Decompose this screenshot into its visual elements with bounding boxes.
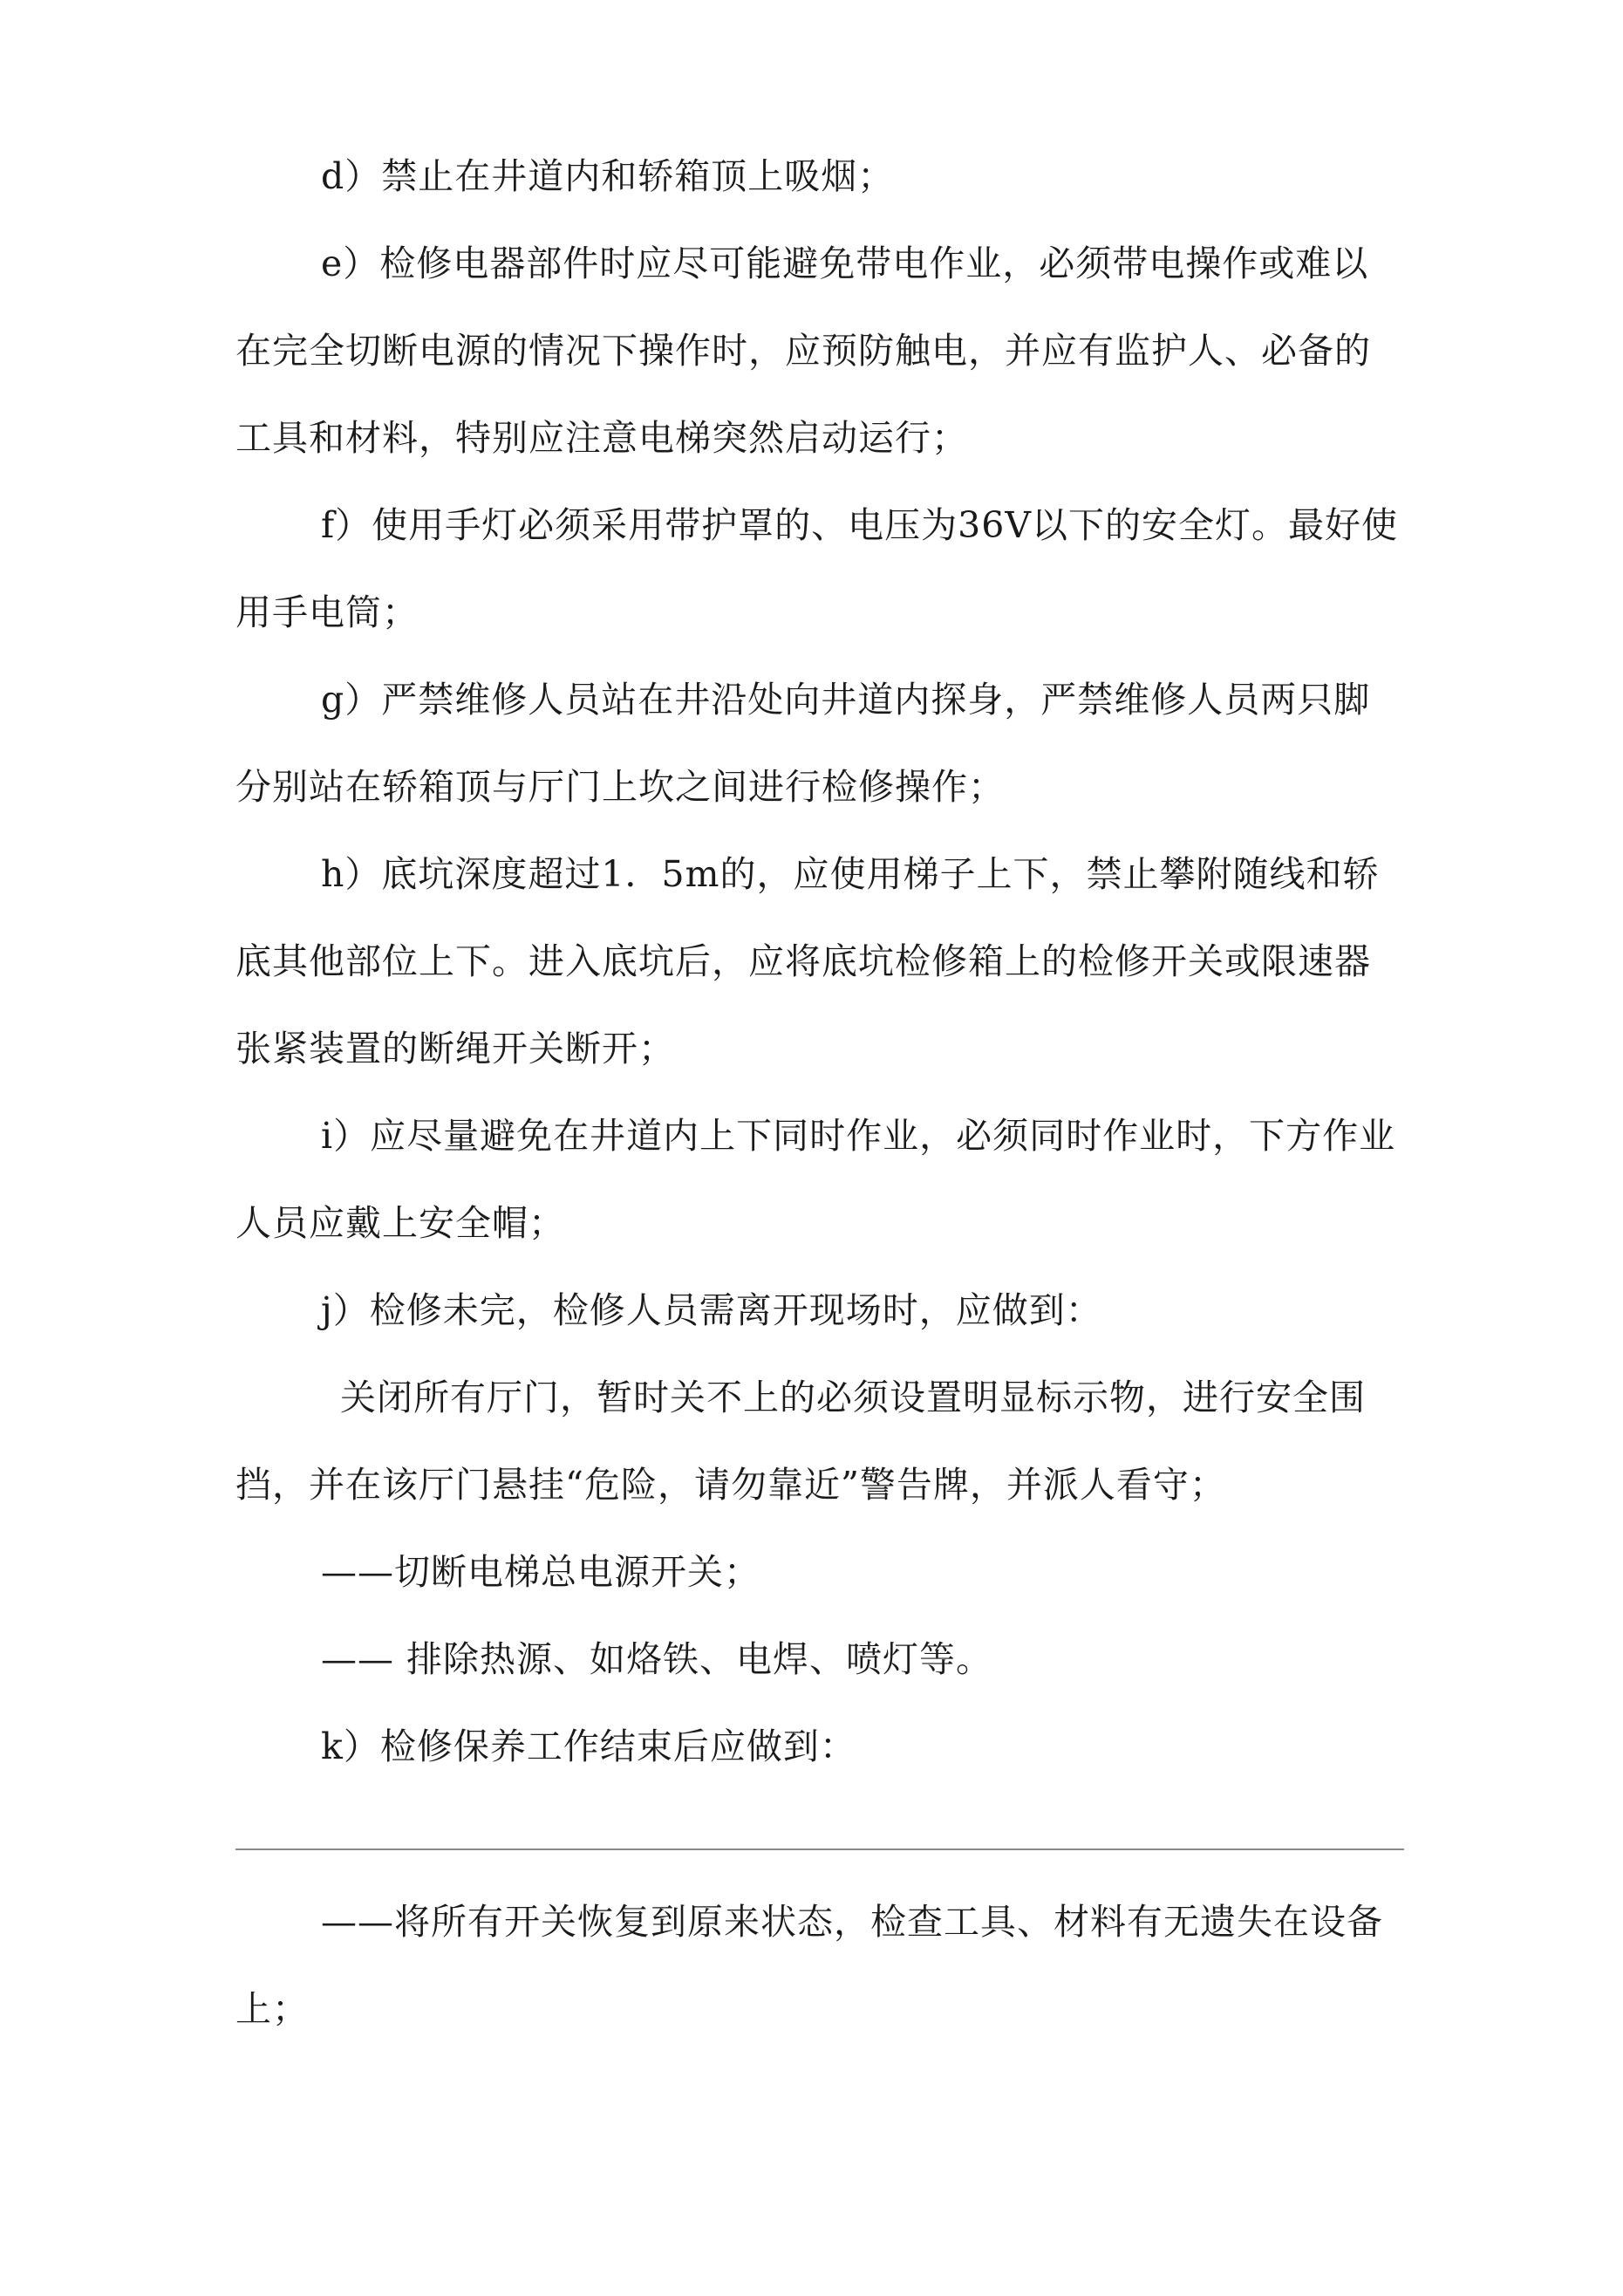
page-break-divider — [235, 1848, 1404, 1850]
paragraph-k: k）检修保养工作结束后应做到： — [321, 1725, 856, 1767]
paragraph-j-item-power-off: ——切断电梯总电源开关； — [321, 1551, 760, 1593]
paragraph-g: g）严禁维修人员站在井沿处向井道内探身，严禁维修人员两只脚分别站在轿箱顶与厅门上坎之间进行检修操作； — [235, 679, 1371, 808]
paragraph-j-item-heat-sources: —— 排除热源、如烙铁、电焊、喷灯等。 — [321, 1638, 993, 1680]
paragraph-j-item-close-doors: 关闭所有厅门，暂时关不上的必须设置明显标示物，进行安全围挡，并在该厅门悬挂“危险，请勿靠近”警告牌，并派人看守； — [235, 1377, 1366, 1506]
paragraph-j: j）检修未完，检修人员需离开现场时，应做到： — [321, 1289, 1102, 1331]
paragraph-k-item-restore-switches: ——将所有开关恢复到原来状态，检查工具、材料有无遗失在设备上； — [235, 1901, 1383, 2030]
page-text-top — [235, 133, 1404, 1790]
page-text-bottom — [235, 1878, 1404, 2053]
paragraph-d: d）禁止在井道内和轿箱顶上吸烟； — [321, 155, 895, 197]
paragraph-e: e）检修电器部件时应尽可能避免带电作业，必须带电操作或难以在完全切断电源的情况下操作时，应预防触电，并应有监护人、必备的工具和材料，特别应注意电梯突然启动运行； — [235, 243, 1371, 459]
paragraph-h: h）底坑深度超过1．5m的，应使用梯子上下，禁止攀附随线和轿底其他部位上下。进入底坑后，应将底坑检修箱上的检修开关或限速器张紧装置的断绳开关断开； — [235, 853, 1380, 1069]
paragraph-i: i）应尽量避免在井道内上下同时作业，必须同时作业时，下方作业人员应戴上安全帽； — [235, 1115, 1396, 1244]
paragraph-f: f）使用手灯必须采用带护罩的、电压为36V以下的安全灯。最好使用手电筒； — [235, 504, 1398, 633]
